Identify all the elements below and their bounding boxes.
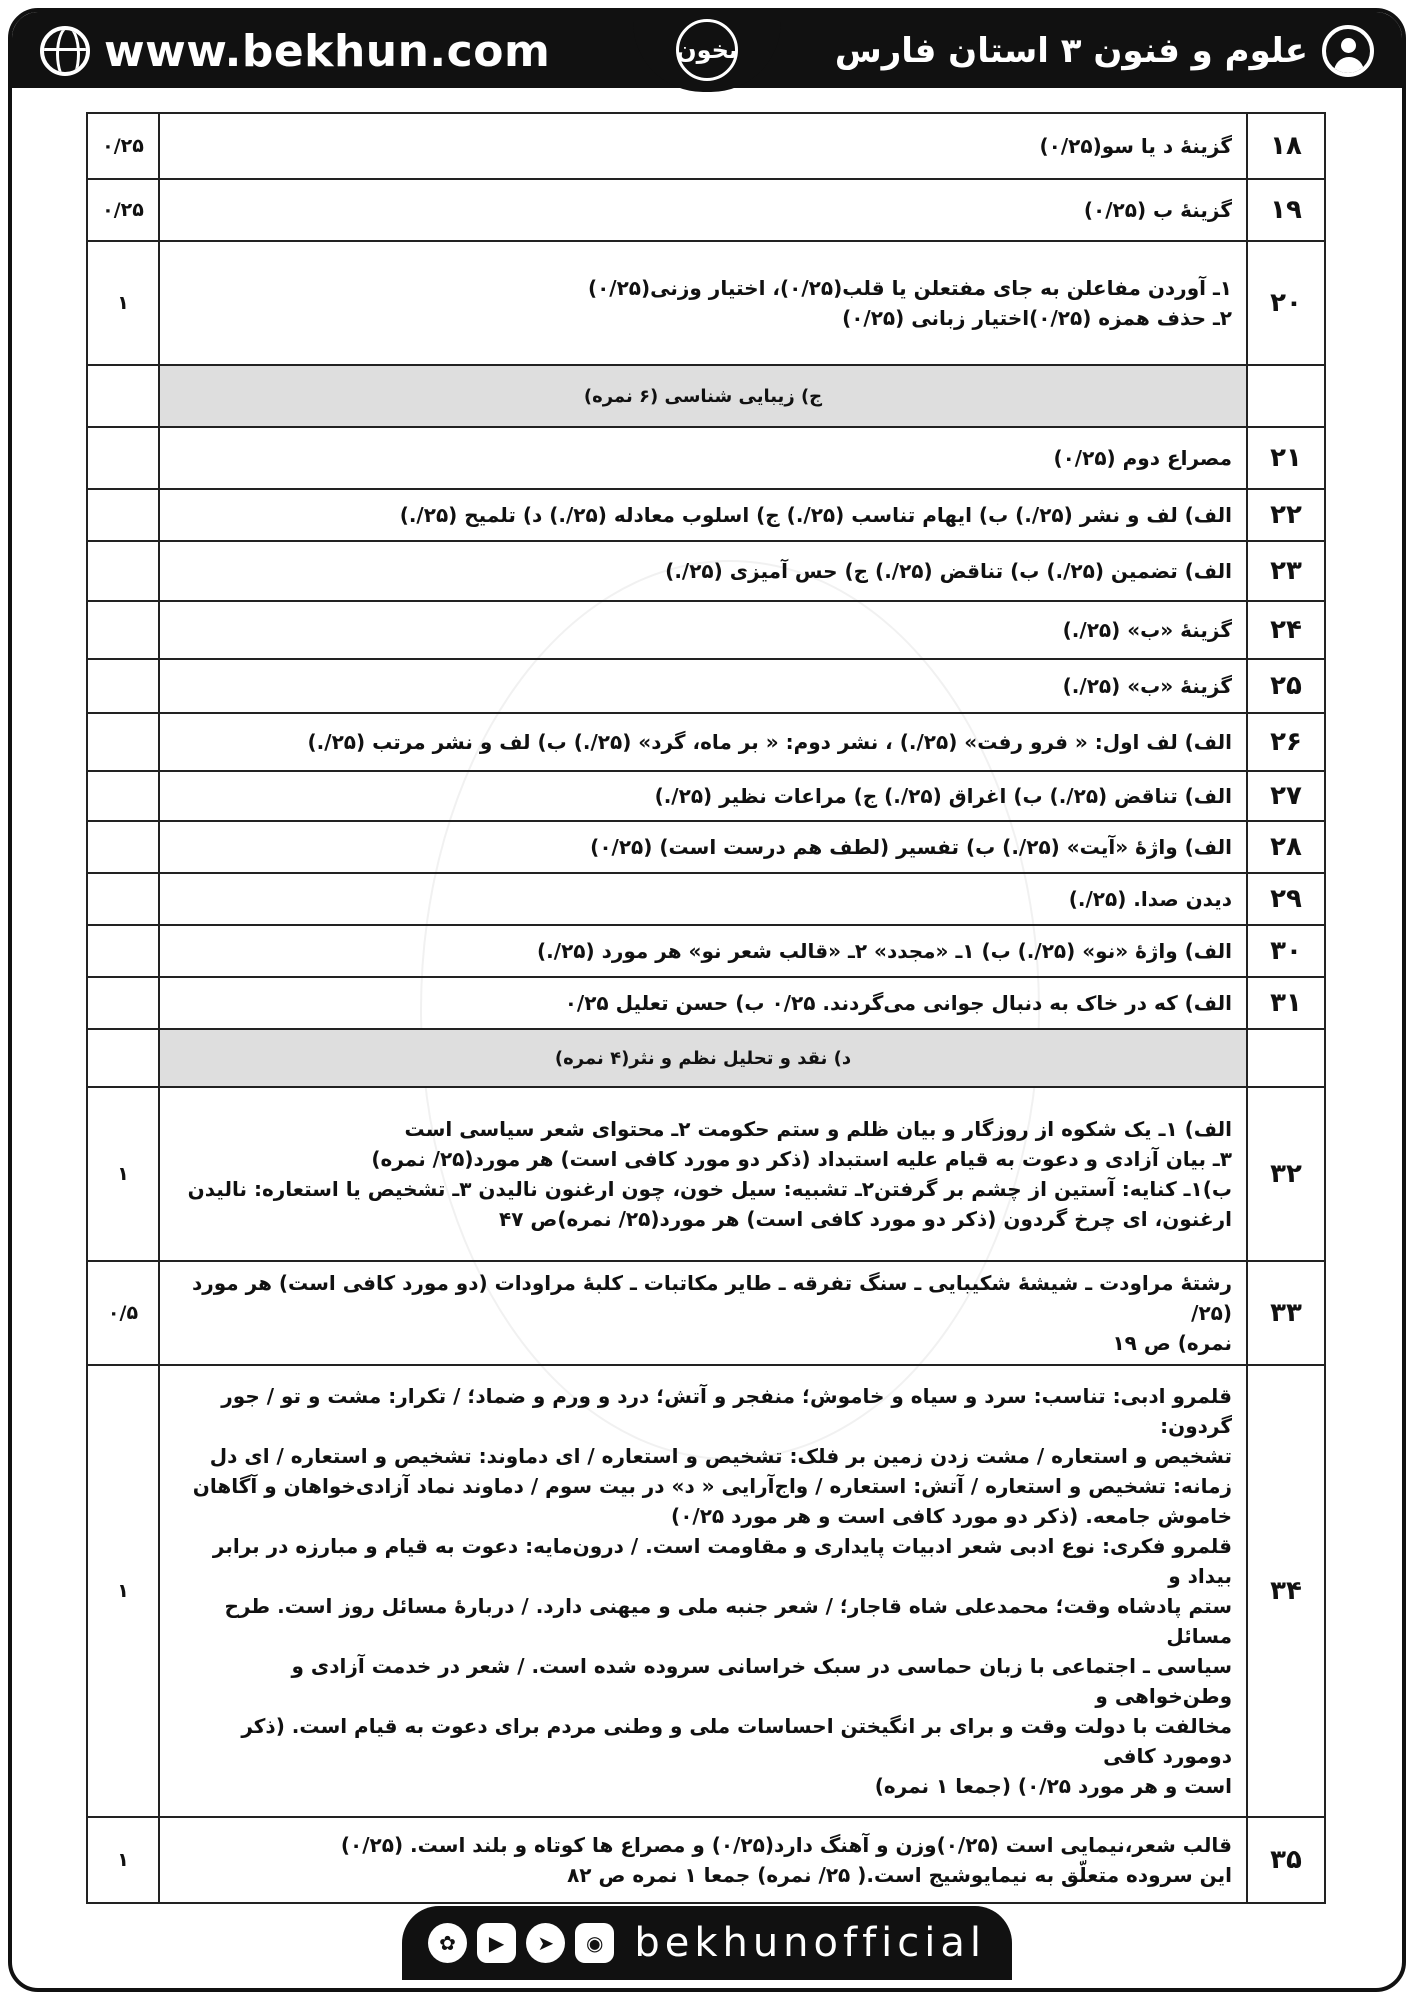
website-url[interactable]: www.bekhun.com bbox=[104, 25, 551, 77]
answer-text bbox=[159, 659, 1247, 713]
answer-text bbox=[159, 1261, 1247, 1365]
social-handle[interactable]: bekhunofficial bbox=[634, 1920, 987, 1966]
globe-icon bbox=[40, 26, 90, 76]
score-cell: ۱ bbox=[87, 241, 159, 365]
answer-row bbox=[87, 241, 1325, 365]
answer-line: ۳ـ بیان آزادی و دعوت به قیام علیه استبداد (ذکر دو مورد کافی است) هر مورد(۲۵/ نمره) bbox=[371, 1147, 1232, 1171]
page-title: علوم و فنون ۳ استان فارس bbox=[834, 31, 1308, 71]
section-title bbox=[159, 365, 1247, 427]
answer-row bbox=[87, 179, 1325, 241]
answer-row bbox=[87, 713, 1325, 771]
answer-row bbox=[87, 977, 1325, 1029]
answer-row bbox=[87, 489, 1325, 541]
answer-line: تشخیص و استعاره / مشت زدن زمین بر فلک: تشخیص و استعاره / ای دماوند: تشخیص و استعاره / ای دل bbox=[209, 1444, 1232, 1468]
question-number: ۳۱ bbox=[1247, 977, 1325, 1029]
aparat-icon[interactable]: ✿ bbox=[428, 1923, 467, 1963]
answer-line: خاموش جامعه. (ذکر دو مورد کافی است و هر مورد ۰/۲۵) bbox=[671, 1504, 1232, 1528]
question-number: ۲۱ bbox=[1247, 427, 1325, 489]
answer-line: قالب شعر،نیمایی است (۰/۲۵)وزن و آهنگ دارد(۰/۲۵) و مصراع ها کوتاه و بلند است. (۰/۲۵) bbox=[340, 1833, 1232, 1857]
answer-row bbox=[87, 873, 1325, 925]
answer-line: ب)۱ـ کنایه: آستین از چشم بر گرفتن۲ـ تشبیه: سیل خون، چون ارغنون نالیدن ۳ـ تشخیص یا استعاره: نالیدن bbox=[187, 1177, 1232, 1201]
answer-text bbox=[159, 541, 1247, 601]
answer-row bbox=[87, 771, 1325, 821]
section-row bbox=[87, 1029, 1325, 1087]
answer-line: الف) لف و نشر (۲۵/.) ب) ایهام تناسب (۲۵/.) ج) اسلوب معادله (۲۵/.) د) تلمیح (۲۵/.) bbox=[399, 503, 1232, 527]
answer-row bbox=[87, 601, 1325, 659]
question-number: ۳۲ bbox=[1247, 1087, 1325, 1261]
answer-text bbox=[159, 427, 1247, 489]
answer-row bbox=[87, 1261, 1325, 1365]
answer-text bbox=[159, 873, 1247, 925]
answer-text bbox=[159, 179, 1247, 241]
answer-text bbox=[159, 925, 1247, 977]
question-number: ۲۸ bbox=[1247, 821, 1325, 873]
question-number: ۱۹ bbox=[1247, 179, 1325, 241]
answer-text bbox=[159, 241, 1247, 365]
answer-line: ۱ـ آوردن مفاعلن به جای مفتعلن یا قلب(۰/۲۵)، اختیار وزنی(۰/۲۵) bbox=[587, 276, 1232, 300]
answer-line: ارغنون، ای چرخ گردون (ذکر دو مورد کافی است) هر مورد(۲۵/ نمره)ص ۴۷ bbox=[499, 1207, 1232, 1231]
answer-row bbox=[87, 1817, 1325, 1903]
score-cell bbox=[87, 925, 159, 977]
answer-table bbox=[86, 112, 1326, 1904]
score-cell bbox=[87, 1029, 159, 1087]
answer-line: الف) تناقض (۲۵/.) ب) اغراق (۲۵/.) ج) مراعات نظیر (۲۵/.) bbox=[654, 784, 1232, 808]
answer-row bbox=[87, 1087, 1325, 1261]
answer-row bbox=[87, 113, 1325, 179]
answer-line: الف) واژهٔ «آیت» (۲۵/.) ب) تفسیر (لطف هم درست است) (۰/۲۵) bbox=[590, 835, 1232, 859]
answer-line: مخالفت با دولت وقت و برای بر انگیختن احساسات ملی و وطنی مردم برای دعوت به قیام است. (ذکر دومورد کافی bbox=[241, 1714, 1232, 1768]
answer-line: رشتهٔ مراودت ـ شیشهٔ شکیبایی ـ سنگ تفرقه ـ طایر مکاتبات ـ کلبهٔ مراودات (دو مورد کافی است) هر مورد (۲۵/ bbox=[191, 1271, 1232, 1325]
score-cell: ۱ bbox=[87, 1817, 159, 1903]
answer-text bbox=[159, 821, 1247, 873]
answer-line: الف) ۱ـ یک شکوه از روزگار و بیان ظلم و ستم حکومت ۲ـ محتوای شعر سیاسی است bbox=[404, 1117, 1232, 1141]
answer-line: گزینهٔ «ب» (۲۵/.) bbox=[1062, 674, 1232, 698]
score-cell bbox=[87, 873, 159, 925]
question-number: ۲۴ bbox=[1247, 601, 1325, 659]
answer-row bbox=[87, 427, 1325, 489]
score-cell bbox=[87, 601, 159, 659]
score-cell bbox=[87, 771, 159, 821]
score-cell bbox=[87, 821, 159, 873]
website-link[interactable] bbox=[40, 26, 550, 76]
answer-line: د) نقد و تحلیل نظم و نثر(۴ نمره) bbox=[554, 1047, 852, 1069]
answer-text bbox=[159, 1365, 1247, 1817]
score-cell: ۰/۲۵ bbox=[87, 113, 159, 179]
question-number: ۲۷ bbox=[1247, 771, 1325, 821]
answer-row bbox=[87, 925, 1325, 977]
score-cell: ۰/۲۵ bbox=[87, 179, 159, 241]
answer-row bbox=[87, 1365, 1325, 1817]
score-cell bbox=[87, 489, 159, 541]
answer-line: زمانه: تشخیص و استعاره / آتش: استعاره / واج‌آرایی « د» در بیت سوم / دماوند نماد آزادی‌خواهان و آگاهان bbox=[192, 1474, 1232, 1498]
question-number: ۳۳ bbox=[1247, 1261, 1325, 1365]
question-number: ۲۲ bbox=[1247, 489, 1325, 541]
score-cell: ۱ bbox=[87, 1087, 159, 1261]
answer-line: قلمرو ادبی: تناسب: سرد و سیاه و خاموش؛ منفجر و آتش؛ درد و ورم و ضماد؛ / تکرار: مشت و تو / جور گردون: bbox=[221, 1384, 1232, 1438]
answer-row bbox=[87, 541, 1325, 601]
user-icon bbox=[1322, 25, 1374, 77]
answer-text bbox=[159, 713, 1247, 771]
answer-line: گزینهٔ د یا سو(۰/۲۵) bbox=[1039, 134, 1232, 158]
answer-text bbox=[159, 1817, 1247, 1903]
header-title-group bbox=[835, 25, 1374, 77]
question-number: ۳۴ bbox=[1247, 1365, 1325, 1817]
answer-text bbox=[159, 1087, 1247, 1261]
youtube-icon[interactable]: ▶ bbox=[477, 1923, 516, 1963]
answer-text bbox=[159, 489, 1247, 541]
section-row bbox=[87, 365, 1325, 427]
question-number bbox=[1247, 365, 1325, 427]
question-number bbox=[1247, 1029, 1325, 1087]
answer-line: ج) زیبایی شناسی (۶ نمره) bbox=[583, 385, 823, 407]
answer-line: گزینهٔ «ب» (۲۵/.) bbox=[1062, 618, 1232, 642]
answer-line: دیدن صدا. (۲۵/.) bbox=[1068, 887, 1232, 911]
answer-line: الف) که در خاک به دنبال جوانی می‌گردند. ۰/۲۵ ب) حسن تعلیل ۰/۲۵ bbox=[564, 991, 1232, 1015]
question-number: ۱۸ bbox=[1247, 113, 1325, 179]
answer-line: سیاسی ـ اجتماعی با زبان حماسی در سبک خراسانی سروده شده است. / شعر در خدمت آزادی و وطن‌خواهی و bbox=[291, 1654, 1232, 1708]
answer-line: گزینهٔ ب (۰/۲۵) bbox=[1083, 198, 1232, 222]
score-cell bbox=[87, 659, 159, 713]
answer-text bbox=[159, 977, 1247, 1029]
score-cell bbox=[87, 713, 159, 771]
answer-line: الف) لف اول: « فرو رفت» (۲۵/.) ، نشر دوم: « بر ماه، گرد» (۲۵/.) ب) لف و نشر مرتب (۲۵/.) bbox=[307, 730, 1232, 754]
footer-bar bbox=[402, 1906, 1012, 1980]
answer-line: الف) واژهٔ «نو» (۲۵/.) ب) ۱ـ «مجدد» ۲ـ «قالب شعر نو» هر مورد (۲۵/.) bbox=[537, 939, 1232, 963]
answer-line: نمره) ص ۱۹ bbox=[1112, 1331, 1232, 1355]
answer-line: مصراع دوم (۰/۲۵) bbox=[1053, 446, 1232, 470]
score-cell bbox=[87, 365, 159, 427]
question-number: ۲۶ bbox=[1247, 713, 1325, 771]
answer-row bbox=[87, 821, 1325, 873]
question-number: ۳۵ bbox=[1247, 1817, 1325, 1903]
score-cell: ۰/۵ bbox=[87, 1261, 159, 1365]
answer-line: قلمرو فکری: نوع ادبی شعر ادبیات پایداری و مقاومت است. / درون‌مایه: دعوت به قیام و مبارزه در برابر بیداد و bbox=[212, 1534, 1232, 1588]
telegram-icon[interactable]: ➤ bbox=[526, 1923, 565, 1963]
question-number: ۲۳ bbox=[1247, 541, 1325, 601]
question-number: ۲۹ bbox=[1247, 873, 1325, 925]
question-number: ۳۰ bbox=[1247, 925, 1325, 977]
answer-row bbox=[87, 659, 1325, 713]
question-number: ۲۰ bbox=[1247, 241, 1325, 365]
logo-icon: بخون bbox=[676, 19, 738, 81]
score-cell bbox=[87, 541, 159, 601]
answer-text bbox=[159, 113, 1247, 179]
instagram-icon[interactable]: ◉ bbox=[575, 1923, 614, 1963]
score-cell: ۱ bbox=[87, 1365, 159, 1817]
answer-text bbox=[159, 601, 1247, 659]
answer-line: ۲ـ حذف همزه (۰/۲۵)اختیار زبانی (۰/۲۵) bbox=[842, 306, 1232, 330]
score-cell bbox=[87, 427, 159, 489]
answer-text bbox=[159, 771, 1247, 821]
section-title bbox=[159, 1029, 1247, 1087]
question-number: ۲۵ bbox=[1247, 659, 1325, 713]
answer-line: این سروده متعلّق به نیمایوشیج است.( ۲۵/ نمره) جمعا ۱ نمره ص ۸۲ bbox=[567, 1863, 1232, 1887]
answer-line: است و هر مورد ۰/۲۵) (جمعا ۱ نمره) bbox=[874, 1774, 1232, 1798]
score-cell bbox=[87, 977, 159, 1029]
answer-line: الف) تضمین (۲۵/.) ب) تناقض (۲۵/.) ج) حس آمیزی (۲۵/.) bbox=[665, 559, 1232, 583]
answer-line: ستم پادشاه وقت؛ محمدعلی شاه قاجار؛ / شعر جنبه ملی و میهنی دارد. / دربارهٔ مسائل روز است. طرح مسائل bbox=[224, 1594, 1232, 1648]
